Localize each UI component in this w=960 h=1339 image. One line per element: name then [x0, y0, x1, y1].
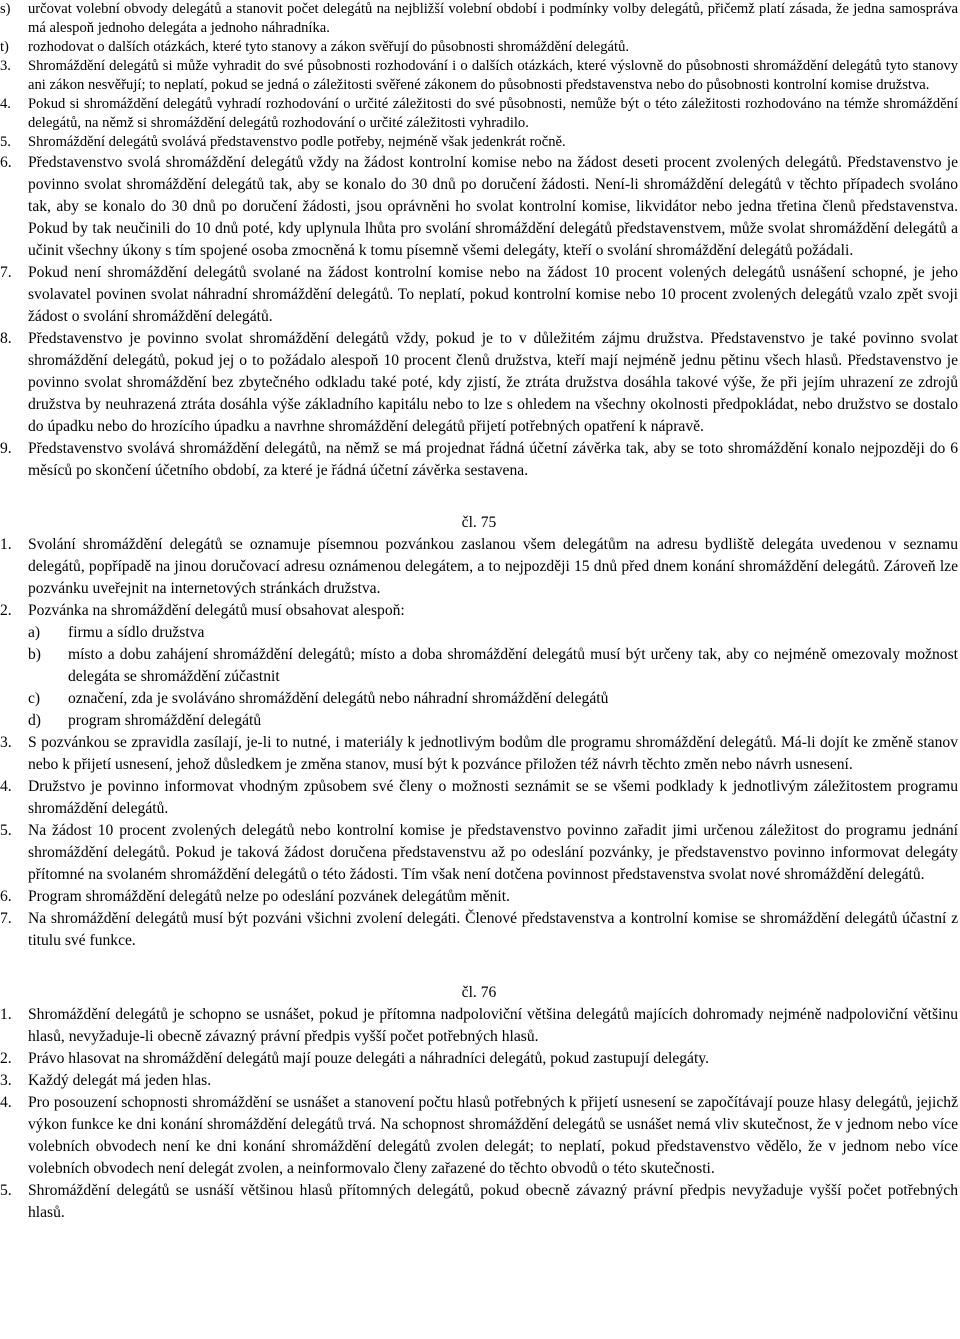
list-item — [0, 820, 958, 886]
item-number: 4. — [0, 96, 11, 112]
item-text: Shromáždění delegátů se usnáší většinou hlasů přítomných delegátů, pokud obecně závazný právní předpis nevyžaduje vyšší počet potřebných hlasů. — [28, 1182, 958, 1221]
item-number: 3. — [0, 1072, 12, 1089]
section-article-75 — [0, 512, 958, 952]
list-item — [0, 732, 958, 776]
item-number: 2. — [0, 602, 12, 619]
item-number: 3. — [0, 734, 12, 751]
list-item — [0, 1004, 958, 1048]
item-number: 5. — [0, 1182, 12, 1199]
list-item — [0, 908, 958, 952]
item-number: 7. — [0, 910, 12, 927]
sub-list-item — [0, 622, 958, 644]
item-text: Každý delegát má jeden hlas. — [28, 1072, 212, 1089]
item-number: 6. — [0, 888, 12, 905]
item-text: Pokud není shromáždění delegátů svolané na žádost kontrolní komise nebo na žádost 10 procent volených delegátů usnášení schopné, je jeho svolavatel povinen svolat náhradní shromáždění delegátů. To neplatí, pokud kontrolní komise nebo 10 procent zvolených delegátů vzalo zpět svoji žádost o svolání shromáždění delegátů. — [28, 264, 958, 325]
item-text: Shromáždění delegátů si může vyhradit do své působnosti rozhodování i o dalších otázkách, které výslovně do působnosti shromáždění delegátů tyto stanovy ani zákon nesvěřují; to neplatí, pokud se jedná o záležitosti svěřené zákonem do působnosti představenstva nebo do působnosti kontrolní komise družstva. — [28, 58, 958, 93]
list-item — [0, 328, 958, 438]
list-item — [0, 886, 958, 908]
item-text: S pozvánkou se zpravidla zasílají, je-li to nutné, i materiály k jednotlivým bodům dle programu shromáždění delegátů. Má-li dojít ke změně stanov nebo k přijetí usnesení, jehož důsledkem je změna stanov, musí být k pozvánce přiložen též návrh těchto změn nebo návrh usnesení. — [28, 734, 958, 773]
sub-list-item — [0, 710, 958, 732]
item-text: Pokud si shromáždění delegátů vyhradí rozhodování o určité záležitosti do své působnosti, nemůže být o této záležitosti rozhodováno na témže shromáždění delegátů, na němž si shromáždění delegátů rozhodování o určité záležitosti vyhradilo. — [28, 96, 958, 131]
item-number: t) — [0, 39, 9, 55]
spacer — [0, 482, 958, 512]
item-text: Program shromáždění delegátů nelze po odeslání pozvánek delegátům měnit. — [28, 888, 510, 905]
sub-item-text: označení, zda je svoláváno shromáždění delegátů nebo náhradní shromáždění delegátů — [68, 690, 609, 707]
item-number: 8. — [0, 330, 12, 347]
item-text: Pro posouzení schopnosti shromáždění se usnášet a stanovení počtu hlasů potřebných k přijetí usnesení se započítávají pouze hlasy delegátů, jejichž výkon funkce ke dni konání shromáždění delegátů trvá. Na schopnost shromáždění delegátů se usnášet nemá vliv skutečnost, že v jednom nebo více volebních obvodech není ke dni konání shromáždění delegátů zvolen delegát; to neplatí, pokud představenstvo vědělo, že v jednom nebo více volebních obvodech není delegát zvolen, a neinformovalo členy zařazené do těchto obvodů o této skutečnosti. — [28, 1094, 958, 1177]
list-item — [0, 133, 958, 152]
item-text: Představenstvo svolá shromáždění delegátů vždy na žádost kontrolní komise nebo na žádost deseti procent zvolených delegátů. Představenstvo je povinno svolat shromáždění delegátů tak, aby se konalo do 30 dnů po doručení žádosti. Není-li shromáždění delegátů v těchto případech svoláno tak, aby se konalo do 30 dnů po doručení žádosti, jsou oprávněni ho svolat kontrolní komise, likvidátor nebo jedna třetina členů představenstva. Pokud by tak neučinili do 10 dnů poté, kdy uplynula lhůta pro svolání shromáždění delegátů představenstvem, může svolat shromáždění delegátů a učinit všechny úkony s tím spojené osoba zmocněná k tomu písemně všemi delegáty, kteří o svolání shromáždění delegátů požádali. — [28, 154, 958, 259]
item-number: 9. — [0, 440, 12, 457]
item-number: s) — [0, 1, 11, 17]
sub-item-letter: c) — [28, 690, 41, 707]
item-text: Na žádost 10 procent zvolených delegátů nebo kontrolní komise je představenstvo povinno zařadit jimi určenou záležitost do programu jednání shromáždění delegátů. Pokud je taková žádost doručena představenstvu až po odeslání pozvánky, je představenstvo povinno informovat delegáty přítomné na svolaném shromáždění delegátů o této žádosti. Tím však není dotčena povinnost představenstva svolat nové shromáždění delegátů. — [28, 822, 958, 883]
list-item — [0, 152, 958, 262]
item-number: 5. — [0, 822, 12, 839]
item-number: 3. — [0, 58, 11, 74]
list-item — [0, 438, 958, 482]
list-item — [0, 1048, 958, 1070]
list-item — [0, 38, 958, 57]
item-text: rozhodovat o dalších otázkách, které tyto stanovy a zákon svěřují do působnosti shromáždění delegátů. — [28, 39, 630, 55]
item-number: 1. — [0, 536, 12, 553]
item-text: Pozvánka na shromáždění delegátů musí obsahovat alespoň: — [28, 602, 405, 619]
list-item — [0, 0, 958, 38]
section-top-items — [0, 0, 958, 57]
list-item — [0, 262, 958, 328]
list-item — [0, 776, 958, 820]
list-item — [0, 95, 958, 133]
list-item — [0, 1092, 958, 1180]
item-number: 4. — [0, 778, 12, 795]
sub-item-letter: d) — [28, 712, 41, 729]
list-item — [0, 600, 958, 622]
item-number: 7. — [0, 264, 12, 281]
item-number: 5. — [0, 134, 11, 150]
spacer — [0, 952, 958, 982]
item-text: Právo hlasovat na shromáždění delegátů mají pouze delegáti a náhradníci delegátů, pokud zastupují delegáty. — [28, 1050, 709, 1067]
sub-item-letter: b) — [28, 646, 41, 663]
item-text: Svolání shromáždění delegátů se oznamuje písemnou pozvánkou zaslanou všem delegátům na adresu bydliště delegáta uvedenou v seznamu delegátů, popřípadě na jinou doručovací adresu oznámenou delegátem, a to nejpozději 15 dnů před dnem konání shromáždění delegátů. Zároveň lze pozvánku uveřejnit na internetových stránkách družstva. — [28, 536, 958, 597]
list-item — [0, 534, 958, 600]
section-art74-items — [0, 57, 958, 482]
section-article-76 — [0, 982, 958, 1224]
list-item — [0, 1180, 958, 1224]
sub-item-text: program shromáždění delegátů — [68, 712, 262, 729]
item-number: 2. — [0, 1050, 12, 1067]
article-heading: čl. 76 — [461, 984, 497, 1001]
sub-item-text: místo a dobu zahájení shromáždění delegátů; místo a doba shromáždění delegátů musí být určeny tak, aby co nejméně omezovaly možnost delegáta se shromáždění zúčastnit — [68, 646, 958, 685]
item-number: 6. — [0, 154, 12, 171]
item-text: Shromáždění delegátů je schopno se usnášet, pokud je přítomna nadpoloviční většina delegátů majících dohromady nejméně nadpoloviční většinu hlasů, nevyžaduje-li obecně závazný právní předpis vyšší počet potřebných hlasů. — [28, 1006, 958, 1045]
sub-list-item — [0, 688, 958, 710]
item-text: Představenstvo svolává shromáždění delegátů, na němž se má projednat řádná účetní závěrka tak, aby se toto shromáždění konalo nejpozději do 6 měsíců po skončení účetního období, za které je řádná účetní závěrka sestavena. — [28, 440, 958, 479]
item-text: Shromáždění delegátů svolává představenstvo podle potřeby, nejméně však jedenkrát ročně. — [28, 134, 566, 150]
item-number: 4. — [0, 1094, 12, 1111]
list-item — [0, 1070, 958, 1092]
sub-item-text: firmu a sídlo družstva — [68, 624, 205, 641]
item-text: Družstvo je povinno informovat vhodným způsobem své členy o možnosti seznámit se se všemi podklady k jednotlivým záležitostem programu shromáždění delegátů. — [28, 778, 958, 817]
article-heading: čl. 75 — [461, 514, 497, 531]
item-number: 1. — [0, 1006, 12, 1023]
item-text: určovat volební obvody delegátů a stanovit počet delegátů na nejbližší volební období i podmínky volby delegátů, přičemž platí zásada, že jedna samospráva má alespoň jednoho delegáta a jednoho náhradníka. — [28, 1, 958, 36]
sub-item-letter: a) — [28, 624, 41, 641]
item-text: Na shromáždění delegátů musí být pozváni všichni zvolení delegáti. Členové představenstva a kontrolní komise se shromáždění delegátů účastní z titulu své funkce. — [28, 910, 958, 949]
list-item — [0, 57, 958, 95]
item-text: Představenstvo je povinno svolat shromáždění delegátů vždy, pokud je to v důležitém zájmu družstva. Představenstvo je také povinno svolat shromáždění delegátů, pokud jej o to požádalo alespoň 10 procent členů družstva, kteří mají nejméně jednu pětinu všech hlasů. Představenstvo je povinno svolat shromáždění bez zbytečného odkladu také poté, kdy zjistí, že ztráta družstva dosáhla takové výše, že při jejím uhrazení ze zdrojů družstva by neuhrazená ztráta dosáhla výše základního kapitálu nebo to lze s ohledem na všechny okolnosti předpokládat, nebo družstvo se dostalo do úpadku nebo do hrozícího úpadku a navrhne shromáždění delegátů přijetí potřebných opatření k nápravě. — [28, 330, 958, 435]
sub-list-item — [0, 644, 958, 688]
